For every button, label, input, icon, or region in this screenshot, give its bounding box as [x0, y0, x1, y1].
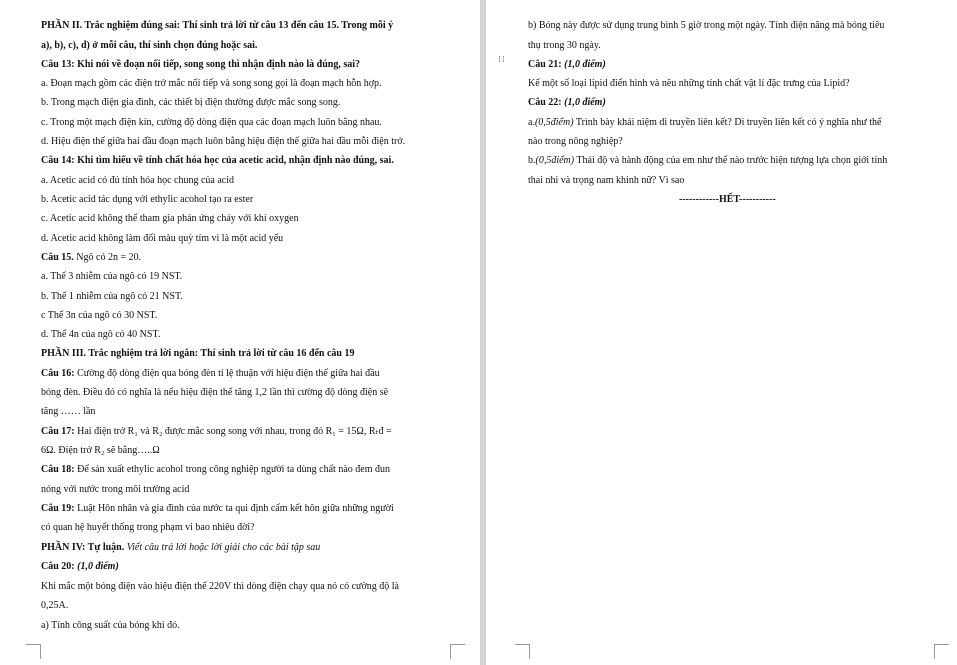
bold-text: a), b), c), d) ở mỗi câu, thí sinh chọn đúng hoặc sai. — [41, 40, 258, 51]
left-line — [41, 521, 255, 534]
left-line — [41, 483, 189, 496]
text: bóng đèn. Điều đó có nghĩa là nếu hiệu điện thế tăng 1,2 lần thì cường độ dòng điện sẽ — [41, 387, 389, 398]
bold-italic-text: (1,0 điểm) — [561, 97, 606, 108]
text: 6Ω. Điện trở R₂ sẽ bằng…..Ω — [41, 445, 160, 456]
end-mark: ------------HẾT----------- — [679, 194, 776, 205]
left-line — [41, 232, 283, 245]
crop-mark-icon — [515, 644, 530, 659]
crop-mark-icon — [26, 644, 41, 659]
bold-text: Câu 18: — [41, 464, 75, 475]
text: a) Tính công suất của bóng khi đó. — [41, 620, 180, 631]
left-line — [41, 444, 160, 457]
text: d. Thể 4n của ngô có 40 NST. — [41, 329, 161, 340]
left-line — [41, 39, 257, 52]
bold-text: Câu 20: — [41, 561, 75, 572]
left-line — [41, 502, 394, 515]
italic-text: Viết câu trả lời hoặc lời giải cho các bài tập sau — [124, 542, 321, 553]
bold-text: PHẦN II. Trắc nghiệm đúng sai: Thí sinh trả lời từ câu 13 đến câu 15. Trong mỗi ý — [41, 20, 394, 31]
bold-text: Câu 14: Khi tìm hiểu về tính chất hóa học của acetic acid, nhận định nào đúng, sai. — [41, 155, 394, 166]
text: a. Đoạn mạch gồm các điện trở mắc nối tiếp và song song gọi là đoạn mạch hỗn hợp. — [41, 78, 382, 89]
text: nóng với nước trong môi trường acid — [41, 484, 190, 495]
drag-handle-icon[interactable]: ⁞⁞ — [498, 55, 506, 65]
left-line — [41, 212, 299, 225]
left-line — [41, 77, 382, 90]
left-line — [41, 135, 405, 148]
text: d. Acetic acid không làm đổi màu quỳ tím vì là một acid yếu — [41, 233, 284, 244]
right-line — [528, 174, 684, 187]
text: Để sản xuất ethylic acohol trong công nghiệp người ta dùng chất nào đem đun — [74, 464, 390, 475]
text: Luật Hôn nhân và gia đình của nước ta qui định cấm kết hôn giữa những người — [74, 503, 394, 514]
text: a. Thể 3 nhiễm của ngô có 19 NST. — [41, 271, 183, 282]
text: c. Trong một mạch điện kín, cường độ dòng điện qua các đoạn mạch luôn bằng nhau. — [41, 117, 382, 128]
left-line — [41, 290, 183, 303]
left-line — [41, 193, 253, 206]
left-line — [41, 347, 355, 360]
left-line — [41, 270, 182, 283]
left-line — [41, 463, 390, 476]
bold-text: Câu 15. — [41, 252, 74, 263]
bold-italic-text: (1,0 điểm) — [74, 561, 119, 572]
text: thai nhi và trọng nam khinh nữ? Vì sao — [528, 175, 685, 186]
bold-italic-text: (1,0 điểm) — [561, 59, 606, 70]
text: b. Acetic acid tác dụng với ethylic acohol tạo ra ester — [41, 194, 254, 205]
bold-text: PHẦN III. Trắc nghiệm trả lời ngắn: Thí sinh trả lời từ câu 16 đến câu 19 — [41, 348, 355, 359]
left-line — [41, 560, 119, 573]
left-line — [41, 541, 320, 554]
bold-text: PHẦN IV: Tự luận. — [41, 542, 125, 553]
text: Hai điện trở R₁ và R₂ được mắc song song với nhau, trong đó R₁ = 15Ω, Rₜđ = — [74, 426, 392, 437]
text: b. Trong mạch điện gia đình, các thiết bị điện thường được mắc song song. — [41, 97, 341, 108]
text: b) Bóng này được sử dụng trung bình 5 giờ trong một ngày. Tính điện năng mà bóng tiêu — [528, 20, 885, 31]
left-line — [41, 154, 394, 167]
text: có quan hệ huyết thống trong phạm vi bao nhiêu đời? — [41, 522, 255, 533]
crop-mark-icon — [450, 644, 465, 659]
left-line — [41, 174, 234, 187]
text: Thái độ và hành động của em như thế nào trước hiện tượng lựa chọn giới tính — [574, 155, 888, 166]
text: d. Hiệu điện thế giữa hai đầu đoạn mạch luôn bằng hiệu điện thế giữa hai đầu mỗi điện trở. — [41, 136, 406, 147]
text: tăng …… lần — [41, 406, 96, 417]
bold-text: Câu 16: — [41, 368, 75, 379]
bold-text: Câu 21: — [528, 59, 562, 70]
left-line — [41, 405, 95, 418]
left-line — [41, 328, 160, 341]
left-line — [41, 386, 388, 399]
right-line — [528, 154, 887, 167]
left-line — [41, 309, 157, 322]
text: a. — [528, 117, 535, 128]
left-line — [41, 116, 382, 129]
left-line — [41, 619, 180, 632]
text: Trình bày khái niệm di truyền liên kết? Di truyền liên kết có ý nghĩa như thế — [573, 117, 882, 128]
bold-text: Câu 13: Khi nói về đoạn nối tiếp, song song thì nhận định nào là đúng, sai? — [41, 59, 360, 70]
right-line — [528, 116, 881, 129]
bold-text: Câu 19: — [41, 503, 75, 514]
right-line — [528, 39, 601, 52]
text: Kể một số loại lipid điển hình và nêu những tính chất vật lí đặc trưng của Lipid? — [528, 78, 850, 89]
left-line — [41, 599, 68, 612]
left-line — [41, 96, 340, 109]
crop-mark-icon — [934, 644, 949, 659]
text: thụ trong 30 ngày. — [528, 40, 601, 51]
right-line — [528, 19, 884, 32]
right-line — [528, 135, 623, 148]
left-line — [41, 251, 141, 264]
text: b. Thể 1 nhiễm của ngô có 21 NST. — [41, 291, 183, 302]
right-line — [528, 96, 606, 109]
italic-text: (0,5điểm) — [534, 117, 574, 128]
right-line — [528, 58, 606, 71]
left-line — [41, 19, 393, 32]
left-line — [41, 580, 399, 593]
italic-text: (0,5điểm) — [535, 155, 575, 166]
text: Ngô có 2n = 20. — [73, 252, 142, 263]
text: c. Acetic acid không thể tham gia phản ứng cháy với khí oxygen — [41, 213, 299, 224]
text: Khi mắc một bóng điện vào hiệu điện thế 220V thì dòng điện chạy qua nó có cường độ là — [41, 581, 399, 592]
text: c Thể 3n của ngô có 30 NST. — [41, 310, 158, 321]
left-line — [41, 58, 360, 71]
right-line — [528, 77, 850, 90]
text: nào trong nông nghiệp? — [528, 136, 623, 147]
left-line — [41, 367, 380, 380]
text: Cường độ dòng điện qua bóng đèn tỉ lệ thuận với hiệu điện thế giữa hai đầu — [74, 368, 380, 379]
text: 0,25A. — [41, 600, 69, 611]
left-line — [41, 425, 392, 438]
text: b. — [528, 155, 536, 166]
bold-text: Câu 22: — [528, 97, 562, 108]
text: a. Acetic acid có đủ tính hóa học chung của acid — [41, 175, 234, 186]
bold-text: Câu 17: — [41, 426, 75, 437]
